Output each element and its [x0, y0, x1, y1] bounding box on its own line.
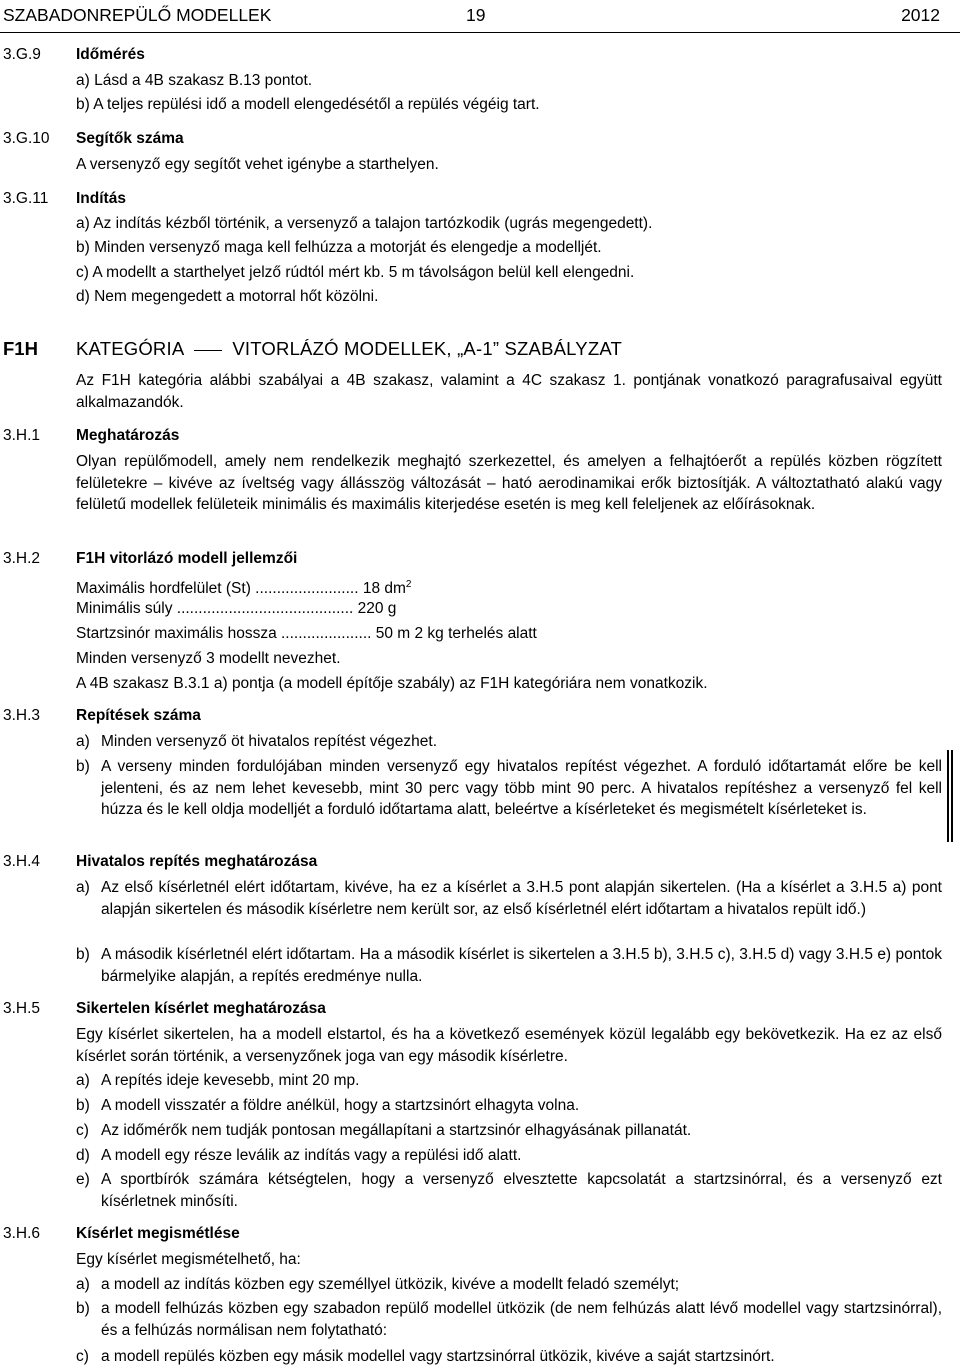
- list-item: [76, 1298, 942, 1342]
- list-text: A sportbírók számára kétségtelen, hogy a versenyző elvesztette kapcsolatát a startzsinórral, és a versenyző ezt kísérletnek minősíti.: [101, 1171, 942, 1210]
- list-item: [76, 1120, 942, 1142]
- header-page-number: 19: [466, 5, 486, 25]
- spec-line: Startzsinór maximális hossza ..................... 50 m 2 kg terhelés alatt: [76, 625, 537, 642]
- list-label: b): [76, 1097, 90, 1114]
- list-item: b) A teljes repülési idő a modell elengedésétől a repülés végéig tart.: [76, 96, 540, 113]
- list-text: Az első kísérletnél elért időtartam, kivéve, ha ez a kísérlet a 3.H.5 pont alapján sikertelen. (Ha a kísérlet a 3.H.5 a) pont alapján sikertelen és második kísérletre nem került sor, az első kísérletnél elért időtartam a hivatalos repült idő.): [101, 879, 942, 918]
- list-text: A verseny minden fordulójában minden versenyző egy hivatalos repítést végezhet. A forduló időtartamát előre be kell jelenteni, és az nem lehet kevesebb, mint 30 perc vagy több mint 90 perc. A hivatalos repítéshez a versenyző fel kell húzza és le kell oldja modelljét a forduló időtartama alatt, beleértve a kísérleteket és megismételt kísérleteket is.: [101, 758, 942, 818]
- section-title: Időmérés: [76, 46, 145, 63]
- paragraph: A versenyző egy segítőt vehet igénybe a starthelyen.: [76, 156, 439, 173]
- category-heading-part-b: VITORLÁZÓ MODELLEK, „A-1” SZABÁLYZAT: [232, 338, 622, 359]
- section-title: Segítők száma: [76, 130, 184, 147]
- paragraph: Olyan repülőmodell, amely nem rendelkezik meghajtó szerkezettel, és amelyen a felhajtóerőt a repülés közben rögzített felületekre – kivéve az íveltség vagy állásszög változását – ható aerodinamikai erők biztosítják. A változtatható alakú vagy felületű modellek felületeik minimális és maximális kiterjedése esetén is meg kell feleljenek az előírásoknak.: [76, 453, 942, 513]
- section-number: 3.G.10: [3, 130, 50, 147]
- section-title: Hivatalos repítés meghatározása: [76, 853, 318, 870]
- list-text: Minden versenyző öt hivatalos repítést végezhet.: [101, 733, 438, 750]
- section-number: 3.H.5: [3, 1000, 41, 1017]
- spec-area-exponent: 2: [405, 579, 412, 590]
- list-text: a modell felhúzás közben egy szabadon repülő modellel ütközik (de nem felhúzás alatt lévő modellel vagy startzsinórral), és a felhúzás normálisan nem folytatható:: [101, 1300, 942, 1339]
- category-intro: Az F1H kategória alábbi szabályai a 4B szakasz, valamint a 4C szakasz 1. pontjának vonatkozó paragrafusaival együtt alkalmazandók.: [76, 372, 942, 411]
- list-label: b): [76, 946, 90, 963]
- spec-line: [76, 574, 411, 600]
- list-text: A repítés ideje kevesebb, mint 20 mp.: [101, 1072, 360, 1089]
- list-text: A modell egy része leválik az indítás vagy a repülési idő alatt.: [101, 1147, 522, 1164]
- list-item: a) Az indítás kézből történik, a versenyző a talajon tartózkodik (ugrás megengedett).: [76, 215, 653, 232]
- list-text: A második kísérletnél elért időtartam. Ha a második kísérlet is sikertelen a 3.H.5 b), 3.H.5 c), 3.H.5 d) vagy 3.H.5 e) pontok bármelyike alapján, a repítés eredménye nulla.: [101, 946, 942, 985]
- dash-separator: [194, 350, 222, 351]
- list-item: [76, 1346, 942, 1368]
- list-item: [76, 877, 942, 943]
- section-title: Kísérlet megismétlése: [76, 1225, 240, 1242]
- list-label: a): [76, 733, 90, 750]
- list-item: [76, 1070, 942, 1092]
- header-rule: [0, 32, 960, 33]
- section-number: 3.H.1: [3, 427, 41, 444]
- list-label: c): [76, 1122, 89, 1139]
- section-number: 3.G.11: [3, 190, 49, 207]
- paragraph: Egy kísérlet sikertelen, ha a modell elstartol, és ha a következő események közül legalább egy bekövetkezik. Ha ez az első kísérlet során történik, a versenyzőnek joga van egy második kísérletre.: [76, 1026, 942, 1065]
- category-code: F1H: [3, 338, 38, 359]
- section-title: Indítás: [76, 190, 126, 207]
- list-label: a): [76, 879, 90, 896]
- page-header: [0, 2, 960, 29]
- list-item: b) Minden versenyző maga kell felhúzza a motorját és elengedje a modelljét.: [76, 239, 602, 256]
- list-text: Az időmérők nem tudják pontosan megállapítani a startzsinór elhagyásának pillanatát.: [101, 1122, 692, 1139]
- section-number: 3.G.9: [3, 46, 41, 63]
- list-item: [76, 1169, 942, 1213]
- list-item: [76, 944, 942, 988]
- category-heading-part-a: KATEGÓRIA: [76, 338, 185, 359]
- list-label: b): [76, 758, 90, 775]
- list-item: [76, 756, 942, 842]
- list-text: a modell repülés közben egy másik modellel vagy startzsinórral ütközik, kivéve a saját startzsinórt.: [101, 1348, 775, 1365]
- paragraph: Egy kísérlet megismételhető, ha:: [76, 1251, 301, 1268]
- list-item: [76, 1145, 942, 1167]
- section-title: F1H vitorlázó modell jellemzői: [76, 550, 298, 567]
- section-title: Meghatározás: [76, 427, 180, 444]
- spec-line: A 4B szakasz B.3.1 a) pontja (a modell építője szabály) az F1H kategóriára nem vonatkozik.: [76, 675, 708, 692]
- spec-line: Minden versenyző 3 modellt nevezhet.: [76, 650, 341, 667]
- change-bar: [947, 750, 953, 842]
- list-item: a) Lásd a 4B szakasz B.13 pontot.: [76, 72, 313, 89]
- section-number: 3.H.6: [3, 1225, 41, 1242]
- header-title: SZABADONREPÜLŐ MODELLEK: [3, 5, 272, 25]
- list-label: e): [76, 1171, 90, 1188]
- list-item: d) Nem megengedett a motorral hőt közölni.: [76, 288, 379, 305]
- section-title: Repítések száma: [76, 707, 201, 724]
- list-item: [76, 1095, 942, 1117]
- category-heading: [76, 338, 622, 360]
- list-item: [76, 731, 942, 753]
- section-title: Sikertelen kísérlet meghatározása: [76, 1000, 326, 1017]
- header-year: 2012: [901, 5, 940, 25]
- list-label: a): [76, 1072, 90, 1089]
- list-label: a): [76, 1276, 90, 1293]
- list-text: a modell az indítás közben egy személlyel ütközik, kivéve a modellt feladó személyt;: [101, 1276, 680, 1293]
- list-item: [76, 1274, 942, 1296]
- section-number: 3.H.3: [3, 707, 41, 724]
- list-text: A modell visszatér a földre anélkül, hogy a startzsinórt elhagyta volna.: [101, 1097, 580, 1114]
- list-item: c) A modellt a starthelyet jelző rúdtól mért kb. 5 m távolságon belül kell elengedni.: [76, 264, 635, 281]
- section-number: 3.H.4: [3, 853, 41, 870]
- list-label: b): [76, 1300, 90, 1317]
- list-label: c): [76, 1348, 89, 1365]
- section-number: 3.H.2: [3, 550, 41, 567]
- spec-line: Minimális súly ......................................... 220 g: [76, 600, 397, 617]
- spec-area: Maximális hordfelület (St) ........................ 18 dm: [76, 580, 406, 598]
- list-label: d): [76, 1147, 90, 1164]
